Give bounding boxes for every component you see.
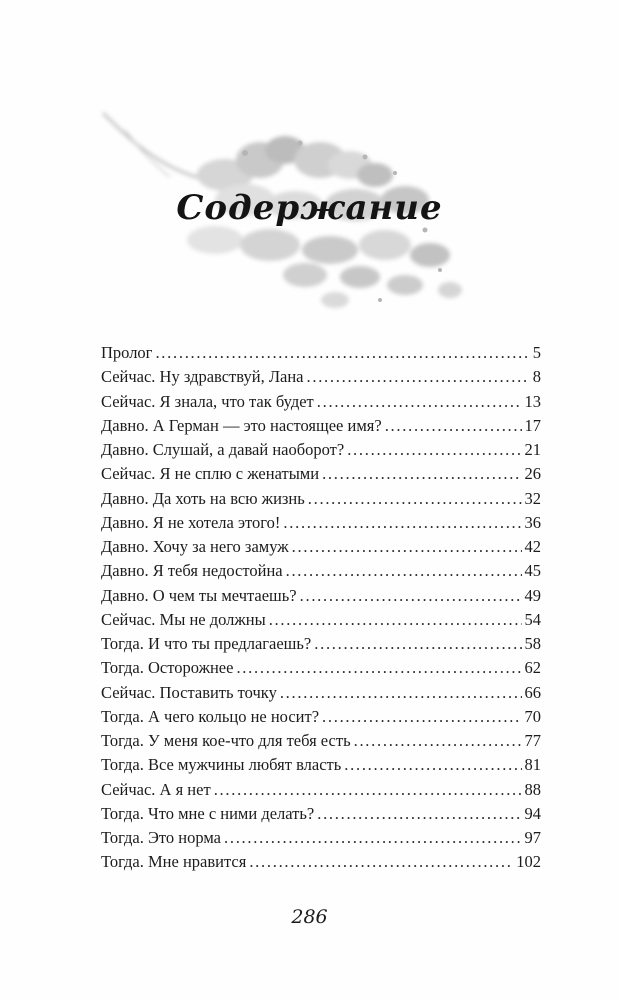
toc-entry-page: 45 <box>524 561 541 581</box>
toc-entry-page: 94 <box>524 803 541 823</box>
toc-entry-title: Тогда. А чего кольцо не носит? <box>101 706 320 726</box>
dot-leader <box>249 850 513 874</box>
toc-entry <box>101 414 541 438</box>
toc-entry-page: 36 <box>524 512 541 532</box>
dot-leader <box>317 390 522 414</box>
toc-entry-title: Давно. О чем ты мечтаешь? <box>101 585 297 605</box>
dot-leader <box>300 584 522 608</box>
toc-entry <box>101 535 541 559</box>
toc-entry <box>101 729 541 753</box>
toc-entry-page: 13 <box>524 391 541 411</box>
toc-entry <box>101 802 541 826</box>
toc-entry <box>101 608 541 632</box>
dot-leader <box>236 656 521 680</box>
dot-leader <box>286 559 522 583</box>
toc-entry-title: Давно. Я тебя недостойна <box>101 561 283 581</box>
toc-entry-title: Тогда. Осторожнее <box>101 658 234 678</box>
toc-entry <box>101 462 541 486</box>
toc-entry-page: 77 <box>524 731 541 750</box>
dot-leader <box>308 487 522 511</box>
page-number: 286 <box>291 906 328 928</box>
toc-entry-page: 102 <box>516 852 541 872</box>
toc-entry-title: Давно. Слушай, а давай наоборот? <box>101 440 345 459</box>
dot-leader <box>280 681 522 705</box>
toc-entry-page: 58 <box>524 634 541 653</box>
toc-entry-title: Тогда. Это норма <box>101 828 221 847</box>
toc-entry-title: Давно. А Герман — это настоящее имя? <box>101 415 382 435</box>
dot-leader <box>269 608 522 632</box>
dot-leader <box>307 365 530 389</box>
dot-leader <box>214 778 522 802</box>
dot-leader <box>354 729 522 753</box>
toc-entry-page: 49 <box>524 585 541 605</box>
dot-leader <box>322 462 521 486</box>
toc-entry-title: Сейчас. А я нет <box>101 779 211 799</box>
toc-entry-title: Тогда. Все мужчины любят власть <box>101 755 342 775</box>
dot-leader <box>347 438 521 462</box>
toc-entry-title: Сейчас. Поставить точку <box>101 682 277 702</box>
dot-leader <box>283 511 521 535</box>
dot-leader <box>317 802 521 826</box>
toc-entry-page: 21 <box>524 440 541 459</box>
dot-leader <box>224 826 522 850</box>
toc-entry-page: 42 <box>524 537 541 556</box>
toc-entry-page: 54 <box>524 609 541 629</box>
toc-entry <box>101 438 541 462</box>
toc-entry <box>101 705 541 729</box>
toc-entry-title: Сейчас. Я знала, что так будет <box>101 391 314 411</box>
toc-entry-title: Тогда. И что ты предлагаешь? <box>101 634 312 653</box>
toc-entry-page: 97 <box>524 828 541 847</box>
toc-entry-title: Сейчас. Мы не должны <box>101 609 266 629</box>
toc-entry-page: 81 <box>524 755 541 775</box>
toc-entry-title: Давно. Хочу за него замуж <box>101 537 289 556</box>
toc-entry-title: Тогда. Мне нравится <box>101 852 247 872</box>
toc-entry-page: 17 <box>524 415 541 435</box>
toc-entry-page: 62 <box>524 658 541 678</box>
dot-leader <box>344 753 521 777</box>
toc-entry-page: 66 <box>524 682 541 702</box>
toc-entry <box>101 632 541 656</box>
toc-entry <box>101 390 541 414</box>
toc-entry <box>101 681 541 705</box>
toc-entry <box>101 826 541 850</box>
table-of-contents <box>101 341 541 875</box>
toc-entry-title: Сейчас. Ну здравствуй, Лана <box>101 367 304 387</box>
toc-entry-title: Пролог <box>101 343 153 362</box>
toc-entry-title: Давно. Я не хотела этого! <box>101 512 281 532</box>
toc-entry <box>101 487 541 511</box>
toc-entry <box>101 850 541 874</box>
toc-entry <box>101 559 541 583</box>
dot-leader <box>314 632 521 656</box>
dot-leader <box>385 414 522 438</box>
toc-entry-page: 5 <box>532 343 541 362</box>
toc-entry <box>101 341 541 365</box>
toc-entry <box>101 656 541 680</box>
toc-entry-title: Тогда. У меня кое-что для тебя есть <box>101 731 351 750</box>
toc-entry <box>101 778 541 802</box>
toc-entry <box>101 511 541 535</box>
toc-entry-page: 32 <box>524 488 541 508</box>
dot-leader <box>322 705 521 729</box>
dot-leader <box>155 341 529 365</box>
toc-entry-title: Тогда. Что мне с ними делать? <box>101 803 315 823</box>
toc-entry-page: 88 <box>524 779 541 799</box>
toc-entry <box>101 584 541 608</box>
toc-entry-page: 8 <box>532 367 541 387</box>
dot-leader <box>292 535 522 559</box>
toc-entry <box>101 753 541 777</box>
toc-entry-page: 26 <box>524 464 541 484</box>
page-title: Содержание <box>176 188 443 228</box>
toc-entry-title: Давно. Да хоть на всю жизнь <box>101 488 305 508</box>
toc-entry-title: Сейчас. Я не сплю с женатыми <box>101 464 320 484</box>
toc-entry <box>101 365 541 389</box>
toc-entry-page: 70 <box>524 706 541 726</box>
